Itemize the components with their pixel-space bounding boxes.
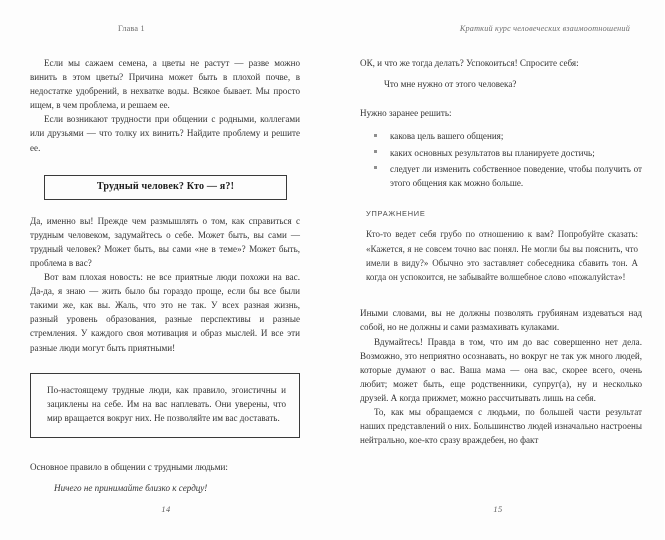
right-text-column [360,56,642,447]
spacer [30,438,300,460]
list-item-label: следует ли изменить собственное поведение, чтобы получить от этого общения как можно больше. [390,163,642,188]
list-item-label: каких основных результатов вы планируете достичь; [390,147,595,158]
exercise-label: УПРАЖНЕНИЕ [366,209,426,219]
left-page [0,0,332,540]
left-running-head: Глава 1 [118,24,145,33]
paragraph: Вот вам плохая новость: не все приятные люди похожи на вас. Да-да, я знаю — жить было бы гораздо проще, если бы все были такими же, как вы. Жаль, что это не так. У всех разная жизнь, разный уровень образования, разные перспективы и разные стремления. У каждого своя мотивация и образ мыслей. И все эти разные люди могут быть приятными! [30,272,300,353]
paragraph: Если возникают трудности при общении с родными, коллегами или друзьями — что толку их винить? Найдите проблему и решите ее. [30,114,300,153]
paragraph: То, как мы обращаемся с людьми, по большей части результат наших представлений о них. Большинство людей изначально настроены нейтрально, кое-кто сразу враждебен, но факт [360,407,642,446]
paragraph: Если мы сажаем семена, а цветы не растут — разве можно винить в этом цветы? Причина может быть в плохой почве, в недостатке удобрений, в нехватке воды. Всякое бывает. Мы просто ищем, в чем проблема, и решаем ее. [30,58,300,111]
question-line: Что мне нужно от этого человека? [384,79,517,90]
paragraph: Иными словами, вы не должны позволять грубиянам издеваться над собой, но не должны и сами размахивать кулаками. [360,308,642,333]
rule-text: Ничего не принимайте близко к сердцу! [54,482,208,493]
paragraph: Да, именно вы! Прежде чем размышлять о том, как справиться с трудным человеком, задумайтесь о себе. Может быть, вы сами — трудный человек? Может быть, вы сами «не в теме»? Может быть, проблема в вас? [30,215,300,268]
bullet-square-icon [374,166,377,169]
list-item [374,162,642,190]
bullet-square-icon [374,150,377,153]
list-item [374,129,642,143]
bullet-list [360,129,642,190]
exercise-block [366,209,638,284]
left-text-column [30,56,300,495]
right-running-head: Краткий курс человеческих взаимоотношений [459,24,630,33]
exercise-text: Кто-то ведет себя грубо по отношению к вам? Попробуйте сказать: «Кажется, я не совсем точно вас понял. Не могли бы вы пояснить, что имели в виду?» Обычно это заставляет собеседника сбавить тон. А когда он успокоится, не забывайте волшебное слово «пожалуйста»! [366,229,638,283]
intro-paragraph: ОК, и что же тогда делать? Успокоиться! Спросите себя: [360,58,579,68]
list-item [374,146,642,160]
paragraph: Вдумайтесь! Правда в том, что им до вас совершенно нет дела. Возможно, это неприятно осознавать, но вокруг не так уж много людей, которые думают о вас. Ваша мама — она вас, скорее всего, очень любит; может быть, еще родственники, супруг(а), ну и несколько друзей. А когда прижмет, можно рассчитывать лишь на себя. [360,336,642,403]
spacer [360,284,642,306]
list-item-label: какова цель вашего общения; [390,131,504,142]
right-page-number: 15 [493,505,503,514]
right-page [332,0,664,540]
section-heading-box [44,175,287,200]
rule-intro: Основное правило в общении с трудными людьми: [30,461,228,472]
list-intro: Нужно заранее решить: [360,108,452,119]
left-page-number: 14 [161,505,171,514]
bullet-square-icon [374,134,377,137]
callout-box [30,373,300,438]
callout-text: По-настоящему трудные люди, как правило, эгоистичны и зациклены на себе. Им на вас наплевать. Они уверены, что мир вращается вокруг них. Не позволяйте им вас доставать. [47,384,286,424]
section-heading: Трудный человек? Кто — я?! [96,180,235,192]
spacer [360,91,642,106]
